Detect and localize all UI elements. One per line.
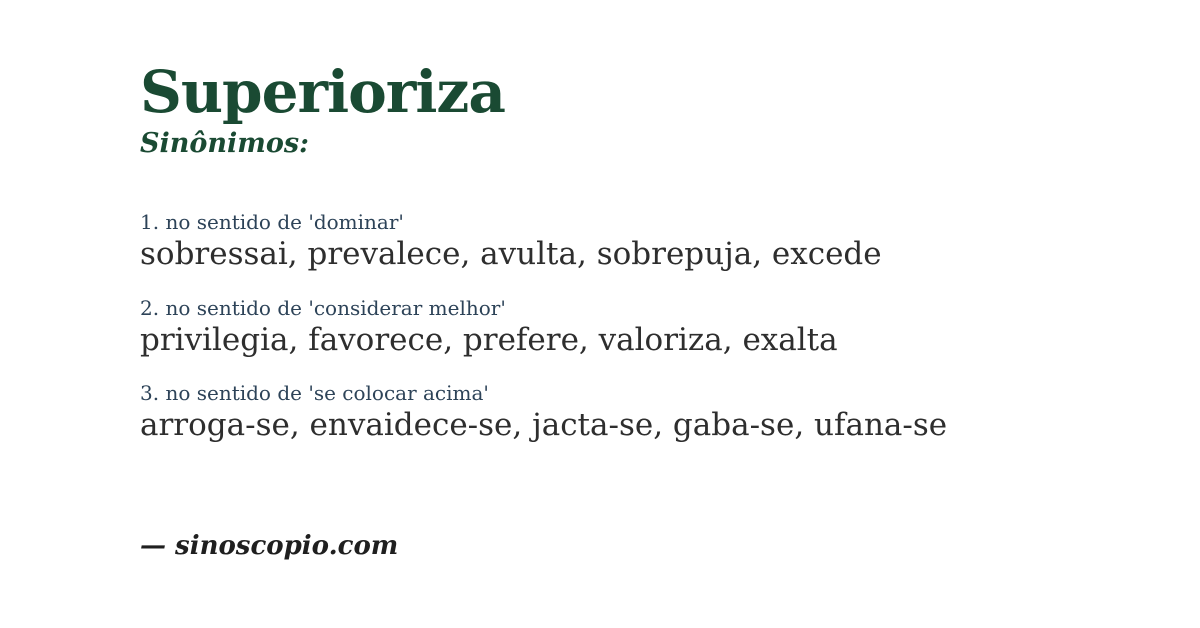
sense-synonyms: arroga-se, envaidece-se, jacta-se, gaba-se, ufana-se xyxy=(140,407,948,444)
sense-label: 1. no sentido de 'dominar' xyxy=(140,210,404,235)
sense-synonyms: sobressai, prevalece, avulta, sobrepuja, excede xyxy=(140,236,882,273)
synonyms-subtitle: Sinônimos: xyxy=(140,127,310,159)
sense-block-3 xyxy=(140,380,947,445)
sense-label: 3. no sentido de 'se colocar acima' xyxy=(140,381,489,406)
sense-block-2 xyxy=(140,295,947,360)
senses-list xyxy=(140,209,947,445)
sense-block-1 xyxy=(140,209,947,274)
attribution: — sinoscopio.com xyxy=(140,531,399,562)
page-title: Superioriza xyxy=(140,58,505,126)
sense-synonyms: privilegia, favorece, prefere, valoriza, exalta xyxy=(140,321,838,358)
sense-label: 2. no sentido de 'considerar melhor' xyxy=(140,295,506,320)
